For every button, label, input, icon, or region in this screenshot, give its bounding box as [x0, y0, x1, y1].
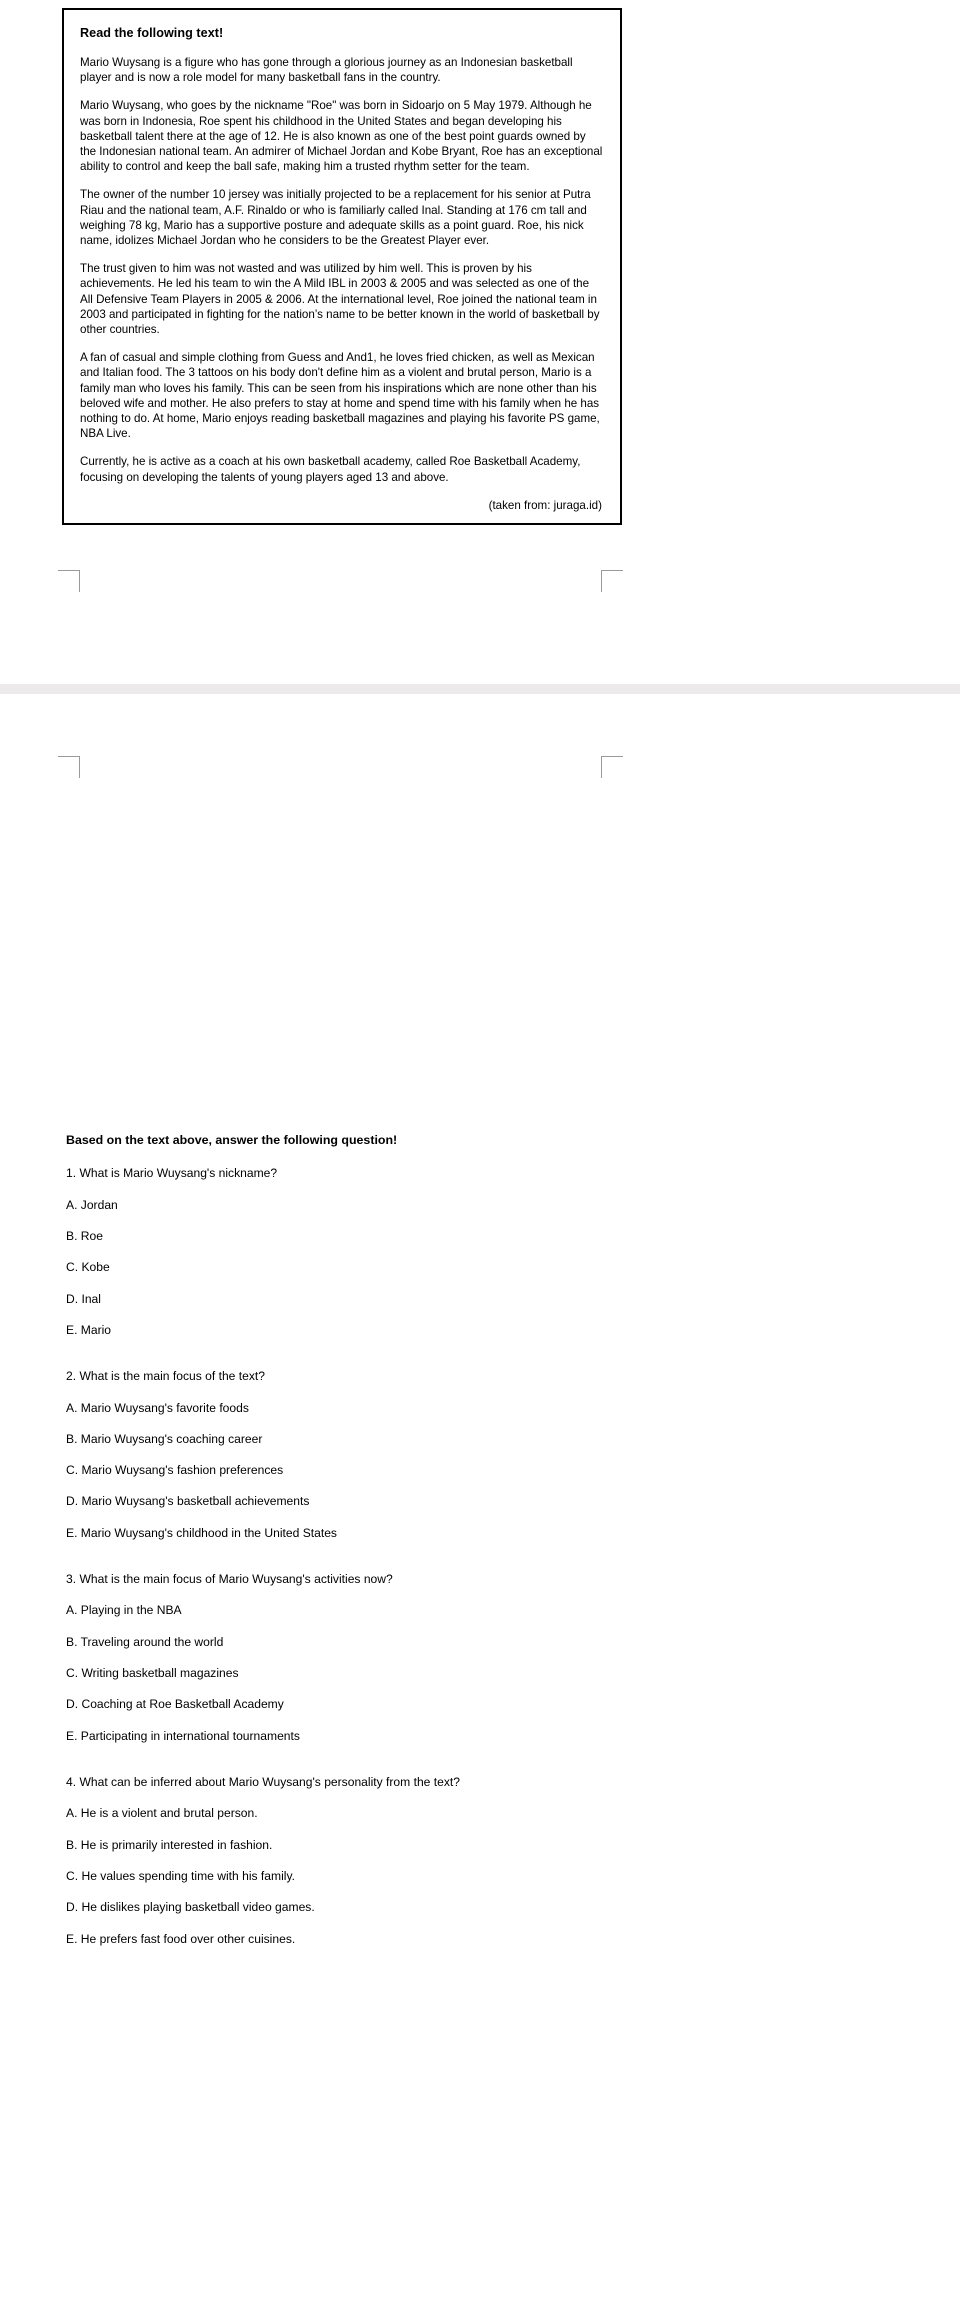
- passage-paragraph-4: The trust given to him was not wasted and was utilized by him well. This is proven by his achievements. He led his team to win the A Mild IBL in 2003 & 2005 and was selected as one of the All Defensive Team Players in 2005 & 2006. At the international level, Roe joined the national team in 2003 and participated in fighting for the nation’s name to be better known in the world of basketball by other countries.: [80, 262, 600, 336]
- question-4-option-a[interactable]: A. He is a violent and brutal person.: [66, 1806, 258, 1821]
- page-one: [0, 0, 960, 684]
- question-text-4: 4. What can be inferred about Mario Wuysang's personality from the text?: [66, 1774, 460, 1789]
- page-two: [0, 694, 960, 2299]
- crop-mark-line-horizontal: [601, 756, 623, 757]
- question-3-option-e[interactable]: E. Participating in international tournaments: [66, 1728, 300, 1743]
- question-1-option-a[interactable]: A. Jordan: [66, 1197, 118, 1212]
- questions-section-title: Based on the text above, answer the following question!: [66, 1133, 398, 1147]
- crop-mark-line-vertical: [601, 756, 602, 778]
- question-1-option-d[interactable]: D. Inal: [66, 1291, 101, 1306]
- question-text-2: 2. What is the main focus of the text?: [66, 1369, 265, 1384]
- question-text-3: 3. What is the main focus of Mario Wuysang's activities now?: [66, 1572, 393, 1587]
- question-text-1: 1. What is Mario Wuysang's nickname?: [66, 1166, 278, 1181]
- question-3-option-b[interactable]: B. Traveling around the world: [66, 1634, 224, 1649]
- question-3-option-d[interactable]: D. Coaching at Roe Basketball Academy: [66, 1697, 284, 1712]
- crop-mark-bottom-right: [601, 570, 623, 592]
- question-2-option-c[interactable]: C. Mario Wuysang's fashion preferences: [66, 1463, 284, 1478]
- crop-mark-bottom-left: [58, 570, 80, 592]
- crop-mark-top-right: [601, 756, 623, 778]
- crop-mark-line-vertical: [601, 570, 602, 592]
- questions-section: [66, 1132, 666, 1947]
- question-block-3: [66, 1571, 666, 1744]
- crop-mark-line-vertical: [79, 570, 80, 592]
- question-1-option-c[interactable]: C. Kobe: [66, 1260, 110, 1275]
- passage-title: Read the following text!: [80, 26, 224, 40]
- crop-mark-line-horizontal: [58, 756, 80, 757]
- passage-paragraph-5: A fan of casual and simple clothing from Guess and And1, he loves fried chicken, as well as Mexican and Italian food. The 3 tattoos on his body don't define him as a violent and brutal person, Mario is a family man who loves his family. This can be seen from his inspirations which are none other than his beloved wife and mother. He also prefers to stay at home and spend time with his family when he has nothing to do. At home, Mario enjoys reading basketball magazines and playing his favorite PS game, NBA Live.: [80, 351, 600, 441]
- question-3-option-c[interactable]: C. Writing basketball magazines: [66, 1666, 239, 1681]
- crop-mark-line-vertical: [79, 756, 80, 778]
- question-1-option-b[interactable]: B. Roe: [66, 1228, 103, 1243]
- page-separator: [0, 684, 960, 694]
- crop-mark-top-left: [58, 756, 80, 778]
- question-2-option-e[interactable]: E. Mario Wuysang's childhood in the United States: [66, 1525, 337, 1540]
- passage-paragraph-6: Currently, he is active as a coach at his own basketball academy, called Roe Basketball Academy, focusing on developing the talents of young players aged 13 and above.: [80, 455, 581, 484]
- question-1-option-e[interactable]: E. Mario: [66, 1322, 112, 1337]
- question-2-option-a[interactable]: A. Mario Wuysang's favorite foods: [66, 1400, 249, 1415]
- question-3-option-a[interactable]: A. Playing in the NBA: [66, 1603, 182, 1618]
- reading-passage-box: [62, 8, 622, 525]
- question-4-option-d[interactable]: D. He dislikes playing basketball video games.: [66, 1900, 315, 1915]
- crop-mark-line-horizontal: [601, 570, 623, 571]
- question-2-option-d[interactable]: D. Mario Wuysang's basketball achievements: [66, 1494, 310, 1509]
- passage-paragraph-3: The owner of the number 10 jersey was initially projected to be a replacement for his senior at Putra Riau and the national team, A.F. Rinaldo or who is familiarly called Inal. Standing at 176 cm tall and weighing 78 kg, Mario has a supportive posture and adequate skills as a point guard. Roe, his nick name, idolizes Michael Jordan who he considers to be the Greatest Player ever.: [80, 188, 591, 247]
- question-block-1: [66, 1165, 666, 1338]
- question-4-option-c[interactable]: C. He values spending time with his family.: [66, 1868, 295, 1883]
- question-block-2: [66, 1368, 666, 1541]
- crop-mark-line-horizontal: [58, 570, 80, 571]
- question-2-option-b[interactable]: B. Mario Wuysang's coaching career: [66, 1431, 263, 1446]
- question-4-option-e[interactable]: E. He prefers fast food over other cuisines.: [66, 1931, 296, 1946]
- passage-paragraph-2: Mario Wuysang, who goes by the nickname "Roe" was born in Sidoarjo on 5 May 1979. Although he was born in Indonesia, Roe spent his childhood in the United States and began developing his basketball talent there at the age of 12. He is also known as one of the best point guards owned by the Indonesian national team. An admirer of Michael Jordan and Kobe Bryant, Roe has an exceptional ability to control and keep the ball safe, making him a trusted rhythm setter for the team.: [80, 99, 603, 174]
- question-4-option-b[interactable]: B. He is primarily interested in fashion.: [66, 1837, 273, 1852]
- passage-attribution: (taken from: juraga.id): [488, 498, 602, 512]
- passage-paragraph-1: Mario Wuysang is a figure who has gone through a glorious journey as an Indonesian basketball player and is now a role model for many basketball fans in the country.: [80, 55, 573, 85]
- question-block-4: [66, 1774, 666, 1947]
